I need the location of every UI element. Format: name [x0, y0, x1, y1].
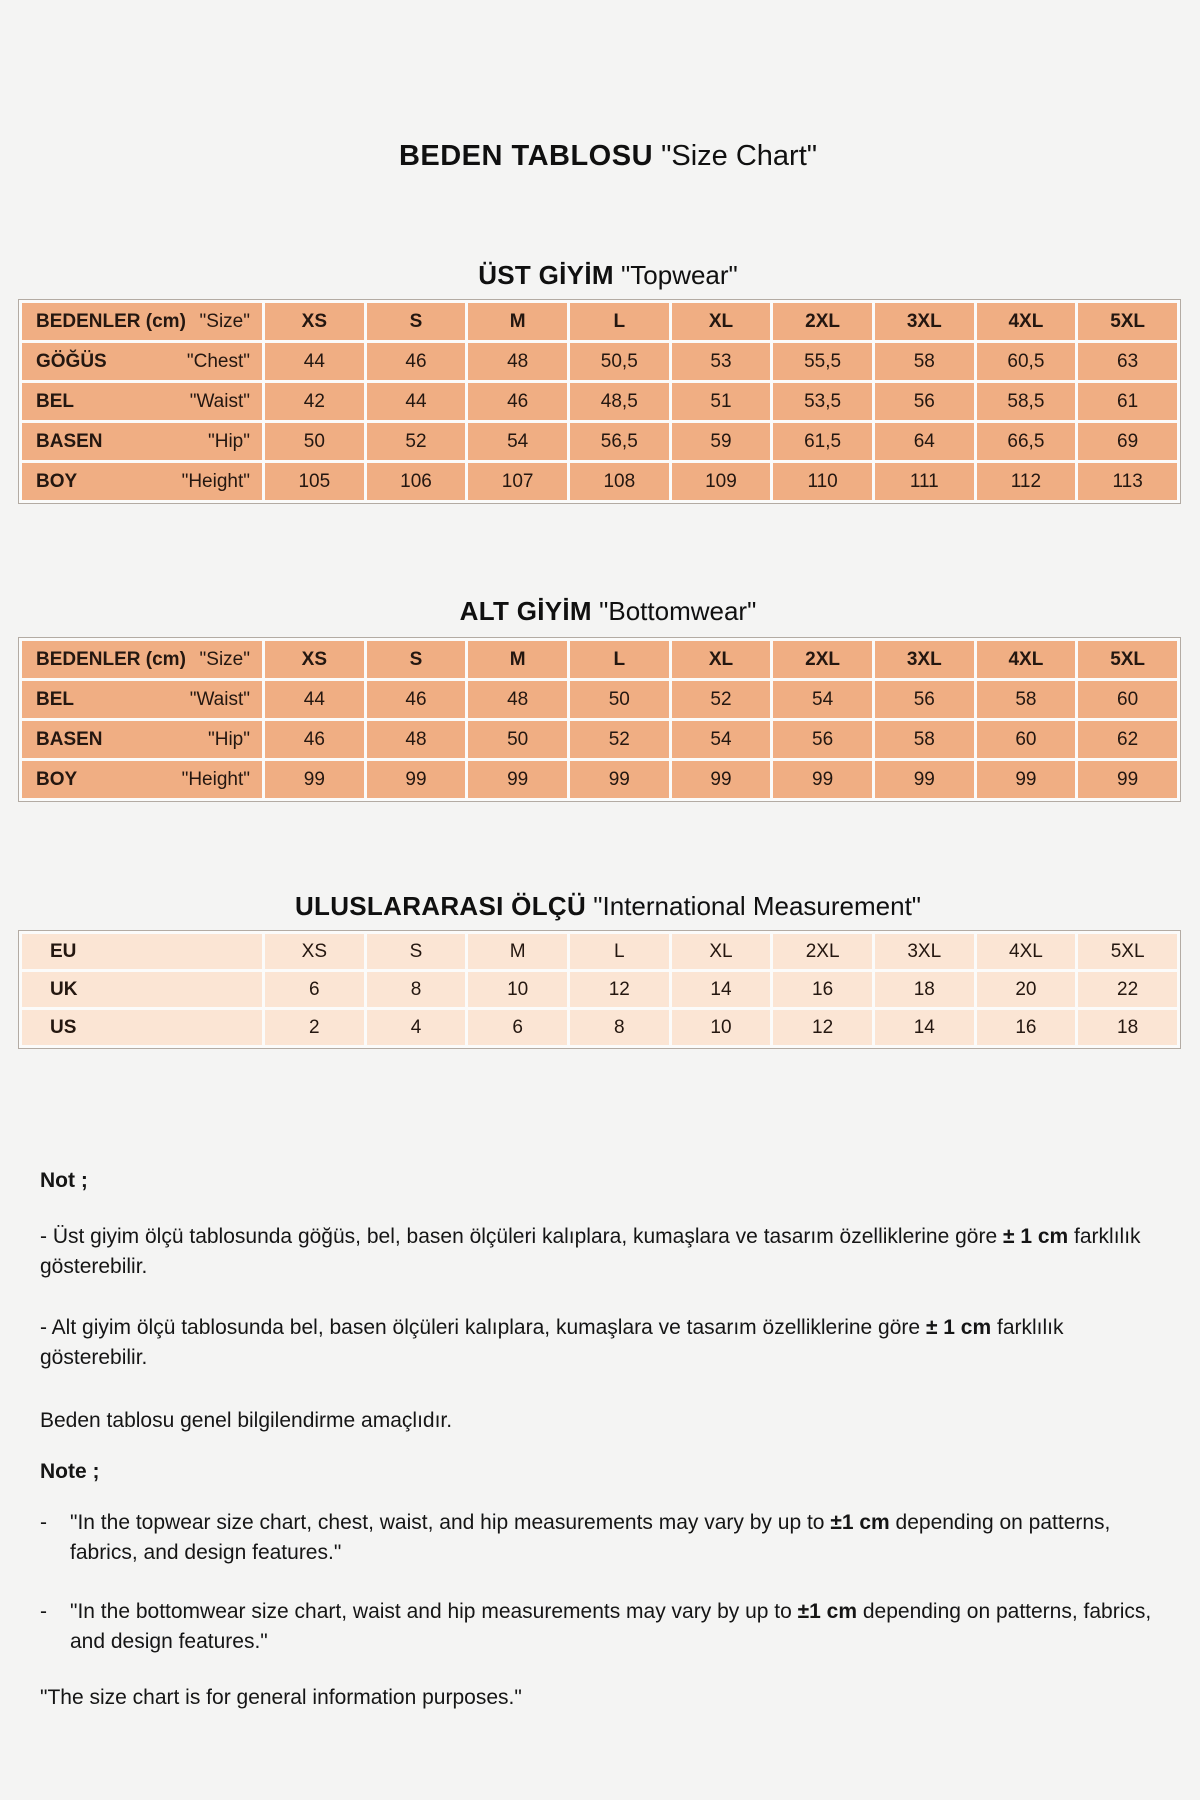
table-row-us: [22, 1010, 1177, 1045]
note-text: farklılık gösterebilir.: [40, 1316, 1064, 1369]
value-cell: 44: [367, 383, 466, 420]
table-row-eu: [22, 934, 1177, 969]
value-cell: 56: [875, 383, 974, 420]
size-header-cell: 4XL: [977, 303, 1076, 340]
bottomwear-title-turkish: ALT GİYİM: [459, 596, 592, 626]
value-cell: 3XL: [875, 934, 974, 969]
bullet-dash: -: [40, 1600, 47, 1623]
value-cell: 61: [1078, 383, 1177, 420]
note-bold-tolerance: ± 1 cm: [1002, 1225, 1069, 1248]
size-header-cell: 2XL: [773, 641, 872, 678]
turkish-note-topwear: [40, 1222, 1161, 1282]
value-cell: L: [570, 934, 669, 969]
row-label-cell: [22, 343, 262, 380]
value-cell: 50: [265, 423, 364, 460]
value-cell: 22: [1078, 972, 1177, 1007]
topwear-section-title: [18, 258, 1198, 292]
table-row-waist: [22, 383, 1177, 420]
size-header-cell: S: [367, 303, 466, 340]
size-header-cell: 2XL: [773, 303, 872, 340]
value-cell: 109: [672, 463, 771, 500]
size-header-cell: XL: [672, 641, 771, 678]
table-row-uk: [22, 972, 1177, 1007]
value-cell: 48,5: [570, 383, 669, 420]
row-label-turkish: BEL: [36, 390, 74, 412]
value-cell: 10: [672, 1010, 771, 1045]
table-header-row: [22, 641, 1177, 678]
bottomwear-section-title: [18, 594, 1198, 628]
value-cell: 56: [773, 721, 872, 758]
note-text: "In the bottomwear size chart, waist and hip measurements may vary by up to: [70, 1600, 798, 1623]
value-cell: 60: [1078, 681, 1177, 718]
row-label-cell: [22, 463, 262, 500]
note-text: farklılık gösterebilir.: [40, 1225, 1141, 1278]
value-cell: 58,5: [977, 383, 1076, 420]
page-title-english: "Size Chart": [661, 140, 818, 172]
value-cell: 52: [570, 721, 669, 758]
value-cell: 50: [468, 721, 567, 758]
note-text: - Üst giyim ölçü tablosunda göğüs, bel, basen ölçüleri kalıplara, kumaşlara ve tasarım özelliklerine göre: [40, 1225, 1003, 1248]
header-label-turkish: BEDENLER (cm): [36, 648, 186, 670]
value-cell: 6: [468, 1010, 567, 1045]
value-cell: 107: [468, 463, 567, 500]
header-label-cell: [22, 641, 262, 678]
value-cell: 111: [875, 463, 974, 500]
value-cell: 52: [367, 423, 466, 460]
bottomwear-table: [18, 637, 1181, 802]
value-cell: 62: [1078, 721, 1177, 758]
row-label-cell: [22, 383, 262, 420]
size-header-cell: 3XL: [875, 303, 974, 340]
value-cell: 54: [773, 681, 872, 718]
value-cell: 16: [773, 972, 872, 1007]
turkish-notes-heading: Not ;: [40, 1169, 88, 1192]
note-text: depending on patterns, fabrics, and design features.": [70, 1600, 1152, 1653]
value-cell: 8: [367, 972, 466, 1007]
table-row-hip: [22, 721, 1177, 758]
size-header-cell: XS: [265, 641, 364, 678]
english-notes-heading: Note ;: [40, 1460, 100, 1483]
value-cell: 4XL: [977, 934, 1076, 969]
value-cell: 66,5: [977, 423, 1076, 460]
value-cell: 99: [468, 761, 567, 798]
note-text: - Alt giyim ölçü tablosunda bel, basen ölçüleri kalıplara, kumaşlara ve tasarım özelliklerine göre: [40, 1316, 926, 1339]
turkish-note-bottomwear: [40, 1313, 1161, 1373]
table-row-waist: [22, 681, 1177, 718]
size-header-cell: 5XL: [1078, 641, 1177, 678]
topwear-title-english: "Topwear": [621, 260, 738, 290]
row-label-cell: UK: [22, 972, 262, 1007]
row-label-turkish: BOY: [36, 768, 78, 790]
value-cell: 14: [672, 972, 771, 1007]
value-cell: 20: [977, 972, 1076, 1007]
value-cell: 52: [672, 681, 771, 718]
value-cell: 63: [1078, 343, 1177, 380]
value-cell: 99: [570, 761, 669, 798]
header-label-turkish: BEDENLER (cm): [36, 310, 186, 332]
row-label-cell: [22, 423, 262, 460]
international-table: [18, 930, 1181, 1049]
size-header-cell: XS: [265, 303, 364, 340]
value-cell: 46: [367, 343, 466, 380]
value-cell: 58: [875, 721, 974, 758]
value-cell: 113: [1078, 463, 1177, 500]
table-row-height: [22, 761, 1177, 798]
row-label-english: "Height": [181, 768, 250, 790]
value-cell: 99: [977, 761, 1076, 798]
value-cell: 60: [977, 721, 1076, 758]
header-label-cell: [22, 303, 262, 340]
value-cell: XS: [265, 934, 364, 969]
value-cell: 99: [672, 761, 771, 798]
row-label-turkish: BASEN: [36, 430, 103, 452]
row-label-turkish: BEL: [36, 688, 74, 710]
value-cell: 59: [672, 423, 771, 460]
table-row-hip: [22, 423, 1177, 460]
value-cell: 50: [570, 681, 669, 718]
row-label-cell: [22, 681, 262, 718]
bullet-text: [70, 1508, 1161, 1568]
value-cell: 110: [773, 463, 872, 500]
value-cell: 14: [875, 1010, 974, 1045]
header-label-english: "Size": [199, 310, 250, 332]
value-cell: 48: [367, 721, 466, 758]
note-text: "In the topwear size chart, chest, waist, and hip measurements may vary by up to: [70, 1511, 831, 1534]
value-cell: 12: [570, 972, 669, 1007]
value-cell: 99: [1078, 761, 1177, 798]
value-cell: 112: [977, 463, 1076, 500]
row-label-cell: US: [22, 1010, 262, 1045]
header-label-english: "Size": [199, 648, 250, 670]
value-cell: 46: [468, 383, 567, 420]
row-label-english: "Hip": [208, 430, 250, 452]
value-cell: 99: [367, 761, 466, 798]
value-cell: 51: [672, 383, 771, 420]
value-cell: 46: [265, 721, 364, 758]
value-cell: 44: [265, 343, 364, 380]
value-cell: 48: [468, 681, 567, 718]
size-header-cell: 3XL: [875, 641, 974, 678]
table-row-chest: [22, 343, 1177, 380]
value-cell: 55,5: [773, 343, 872, 380]
size-header-cell: 5XL: [1078, 303, 1177, 340]
international-section-title: [18, 889, 1198, 923]
turkish-general-note: Beden tablosu genel bilgilendirme amaçlıdır.: [40, 1409, 453, 1432]
topwear-table: [18, 299, 1181, 504]
value-cell: 10: [468, 972, 567, 1007]
value-cell: 16: [977, 1010, 1076, 1045]
row-label-cell: EU: [22, 934, 262, 969]
value-cell: 18: [875, 972, 974, 1007]
size-header-cell: L: [570, 303, 669, 340]
row-label-english: "Waist": [189, 688, 250, 710]
value-cell: 60,5: [977, 343, 1076, 380]
value-cell: 64: [875, 423, 974, 460]
row-label-cell: [22, 761, 262, 798]
value-cell: S: [367, 934, 466, 969]
bullet-dash: -: [40, 1511, 47, 1534]
value-cell: 50,5: [570, 343, 669, 380]
size-header-cell: M: [468, 303, 567, 340]
topwear-title-turkish: ÜST GİYİM: [478, 260, 614, 290]
row-label-english: "Waist": [189, 390, 250, 412]
value-cell: 4: [367, 1010, 466, 1045]
value-cell: 99: [265, 761, 364, 798]
value-cell: 18: [1078, 1010, 1177, 1045]
value-cell: 5XL: [1078, 934, 1177, 969]
note-bold-tolerance: ±1 cm: [797, 1600, 858, 1623]
bottomwear-title-english: "Bottomwear": [599, 596, 757, 626]
value-cell: 42: [265, 383, 364, 420]
value-cell: 44: [265, 681, 364, 718]
note-bold-tolerance: ± 1 cm: [925, 1316, 992, 1339]
note-text: depending on patterns, fabrics, and design features.": [70, 1511, 1111, 1564]
row-label-english: "Height": [181, 470, 250, 492]
row-label-turkish: GÖĞÜS: [36, 350, 107, 372]
english-note-topwear: [40, 1508, 1161, 1568]
row-label-cell: [22, 721, 262, 758]
row-label-turkish: BASEN: [36, 728, 103, 750]
size-header-cell: 4XL: [977, 641, 1076, 678]
page-title-turkish: BEDEN TABLOSU: [398, 140, 654, 172]
international-title-english: "International Measurement": [593, 891, 922, 921]
value-cell: 54: [468, 423, 567, 460]
note-bold-tolerance: ±1 cm: [830, 1511, 890, 1534]
value-cell: 61,5: [773, 423, 872, 460]
english-note-bottomwear: [40, 1597, 1161, 1657]
international-title-turkish: ULUSLARARASI ÖLÇÜ: [294, 891, 587, 921]
value-cell: 48: [468, 343, 567, 380]
value-cell: 58: [977, 681, 1076, 718]
size-header-cell: XL: [672, 303, 771, 340]
value-cell: 8: [570, 1010, 669, 1045]
size-header-cell: L: [570, 641, 669, 678]
value-cell: 53,5: [773, 383, 872, 420]
size-header-cell: M: [468, 641, 567, 678]
size-header-cell: S: [367, 641, 466, 678]
row-label-english: "Chest": [186, 350, 250, 372]
value-cell: 56,5: [570, 423, 669, 460]
table-row-height: [22, 463, 1177, 500]
value-cell: 46: [367, 681, 466, 718]
value-cell: 2: [265, 1010, 364, 1045]
value-cell: 69: [1078, 423, 1177, 460]
table-header-row: [22, 303, 1177, 340]
english-general-note: "The size chart is for general information purposes.": [40, 1686, 522, 1709]
row-label-english: "Hip": [208, 728, 250, 750]
value-cell: 2XL: [773, 934, 872, 969]
value-cell: 56: [875, 681, 974, 718]
value-cell: 6: [265, 972, 364, 1007]
value-cell: M: [468, 934, 567, 969]
value-cell: 53: [672, 343, 771, 380]
value-cell: 54: [672, 721, 771, 758]
value-cell: 108: [570, 463, 669, 500]
value-cell: 99: [875, 761, 974, 798]
row-label-turkish: BOY: [36, 470, 78, 492]
value-cell: 12: [773, 1010, 872, 1045]
bullet-text: [70, 1597, 1161, 1657]
value-cell: 106: [367, 463, 466, 500]
value-cell: 105: [265, 463, 364, 500]
value-cell: XL: [672, 934, 771, 969]
page-title: [18, 0, 1198, 174]
value-cell: 58: [875, 343, 974, 380]
value-cell: 99: [773, 761, 872, 798]
